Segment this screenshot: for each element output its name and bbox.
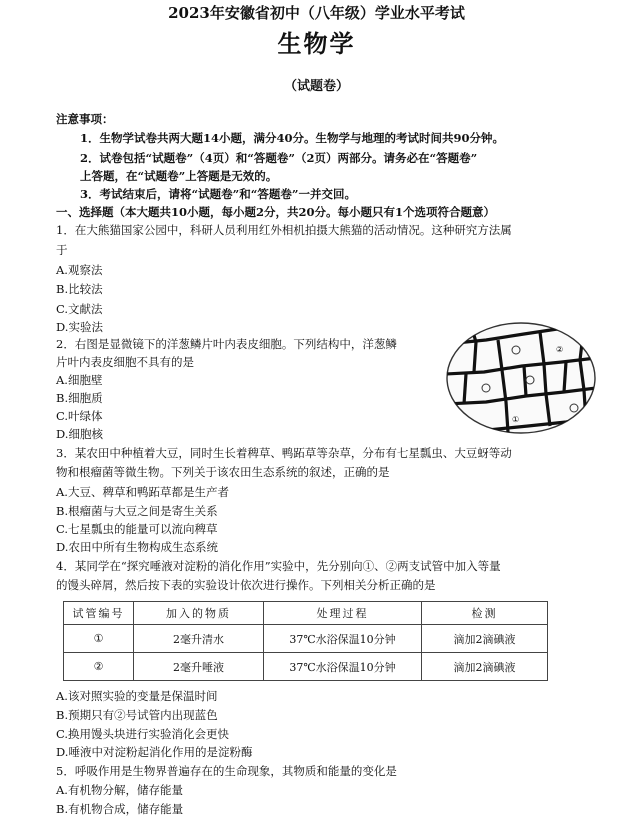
onion-cell-micrograph: [446, 322, 596, 434]
question-3-option: A.大豆、稗草和鸭跖草都是生产者: [56, 485, 229, 499]
question-1-option: B.比较法: [56, 282, 103, 296]
question-4-stem: 的馒头碎屑，然后按下表的实验设计依次进行操作。下列相关分析正确的是: [56, 578, 436, 592]
question-4-option: C.换用馒头块进行实验消化会更快: [56, 727, 230, 741]
table-header: 加入的物质: [134, 602, 264, 625]
question-4-option: D.唾液中对淀粉起消化作用的是淀粉酶: [56, 745, 253, 759]
question-4-option: B.预期只有②号试管内出现蓝色: [56, 708, 218, 722]
exam-main-title: 2023年安徽省初中（八年级）学业水平考试: [168, 4, 465, 22]
question-3-option: C.七星瓢虫的能量可以流向稗草: [56, 522, 218, 536]
question-2-option: C.叶绿体: [56, 409, 103, 423]
table-cell: 37℃水浴保温10分钟: [264, 653, 422, 681]
question-2-option: B.细胞质: [56, 391, 103, 405]
table-header-row: [64, 602, 548, 625]
question-5-option: B.有机物合成，储存能量: [56, 802, 184, 816]
question-1-option: C.文献法: [56, 302, 103, 316]
table-row: [64, 653, 548, 681]
question-4-option: A.该对照实验的变量是保温时间: [56, 689, 218, 703]
paper-type-label: （试题卷）: [283, 79, 349, 94]
table-cell: 滴加2滴碘液: [422, 653, 548, 681]
question-2-option: D.细胞核: [56, 427, 103, 441]
question-1-option: D.实验法: [56, 320, 103, 334]
question-5-stem: 5．呼吸作用是生物界普遍存在的生命现象，其物质和能量的变化是: [56, 764, 397, 778]
cell-label: ②: [556, 345, 564, 354]
table-cell: 37℃水浴保温10分钟: [264, 625, 422, 653]
question-4-stem: 4．某同学在“探究唾液对淀粉的消化作用”实验中，先分别向①、②两支试管中加入等量: [56, 559, 501, 573]
notice-item: 3．考试结束后，请将“试题卷”和“答题卷”一并交回。: [80, 187, 356, 201]
question-3-stem: 3．某农田中种植着大豆，同时生长着稗草、鸭跖草等杂草，分布有七星瓢虫、大豆蚜等动: [56, 446, 512, 460]
section-title: 一、选择题（本大题共10小题，每小题2分，共20分。每小题只有1个选项符合题意）: [56, 205, 496, 219]
question-2-stem: 片叶内表皮细胞不具有的是: [56, 355, 194, 369]
question-2-stem: 2．右图是显微镜下的洋葱鳞片叶内表皮细胞。下列结构中，洋葱鳞: [56, 337, 397, 351]
table-header: 检测: [422, 602, 548, 625]
table-row: [64, 625, 548, 653]
notice-item: 2．试卷包括“试题卷”（4页）和“答题卷”（2页）两部分。请务必在“答题卷”: [80, 151, 478, 165]
question-1-stem: 1．在大熊猫国家公园中，科研人员利用红外相机拍摄大熊猫的活动情况。这种研究方法属: [56, 223, 512, 237]
table-header: 处理过程: [264, 602, 422, 625]
notice-item: 上答题，在“试题卷”上答题是无效的。: [80, 169, 278, 183]
table-cell: ①: [64, 625, 134, 653]
table-cell: ②: [64, 653, 134, 681]
table-cell: 2毫升清水: [134, 625, 264, 653]
cell-label: ①: [512, 415, 520, 424]
notice-item: 1．生物学试卷共两大题14小题，满分40分。生物学与地理的考试时间共90分钟。: [80, 131, 505, 145]
question-3-stem: 物和根瘤菌等微生物。下列关于该农田生态系统的叙述，正确的是: [56, 465, 390, 479]
experiment-table: [63, 601, 548, 681]
notice-title: 注意事项：: [56, 112, 114, 126]
table-cell: 2毫升唾液: [134, 653, 264, 681]
question-2-option: A.细胞壁: [56, 373, 103, 387]
table-cell: 滴加2滴碘液: [422, 625, 548, 653]
question-3-option: B.根瘤菌与大豆之间是寄生关系: [56, 504, 218, 518]
question-1-stem: 于: [56, 243, 68, 257]
question-1-option: A.观察法: [56, 263, 103, 277]
question-3-option: D.农田中所有生物构成生态系统: [56, 540, 218, 554]
question-5-option: A.有机物分解，储存能量: [56, 783, 183, 797]
table-header: 试管编号: [64, 602, 134, 625]
subject-title: 生物学: [277, 29, 356, 58]
